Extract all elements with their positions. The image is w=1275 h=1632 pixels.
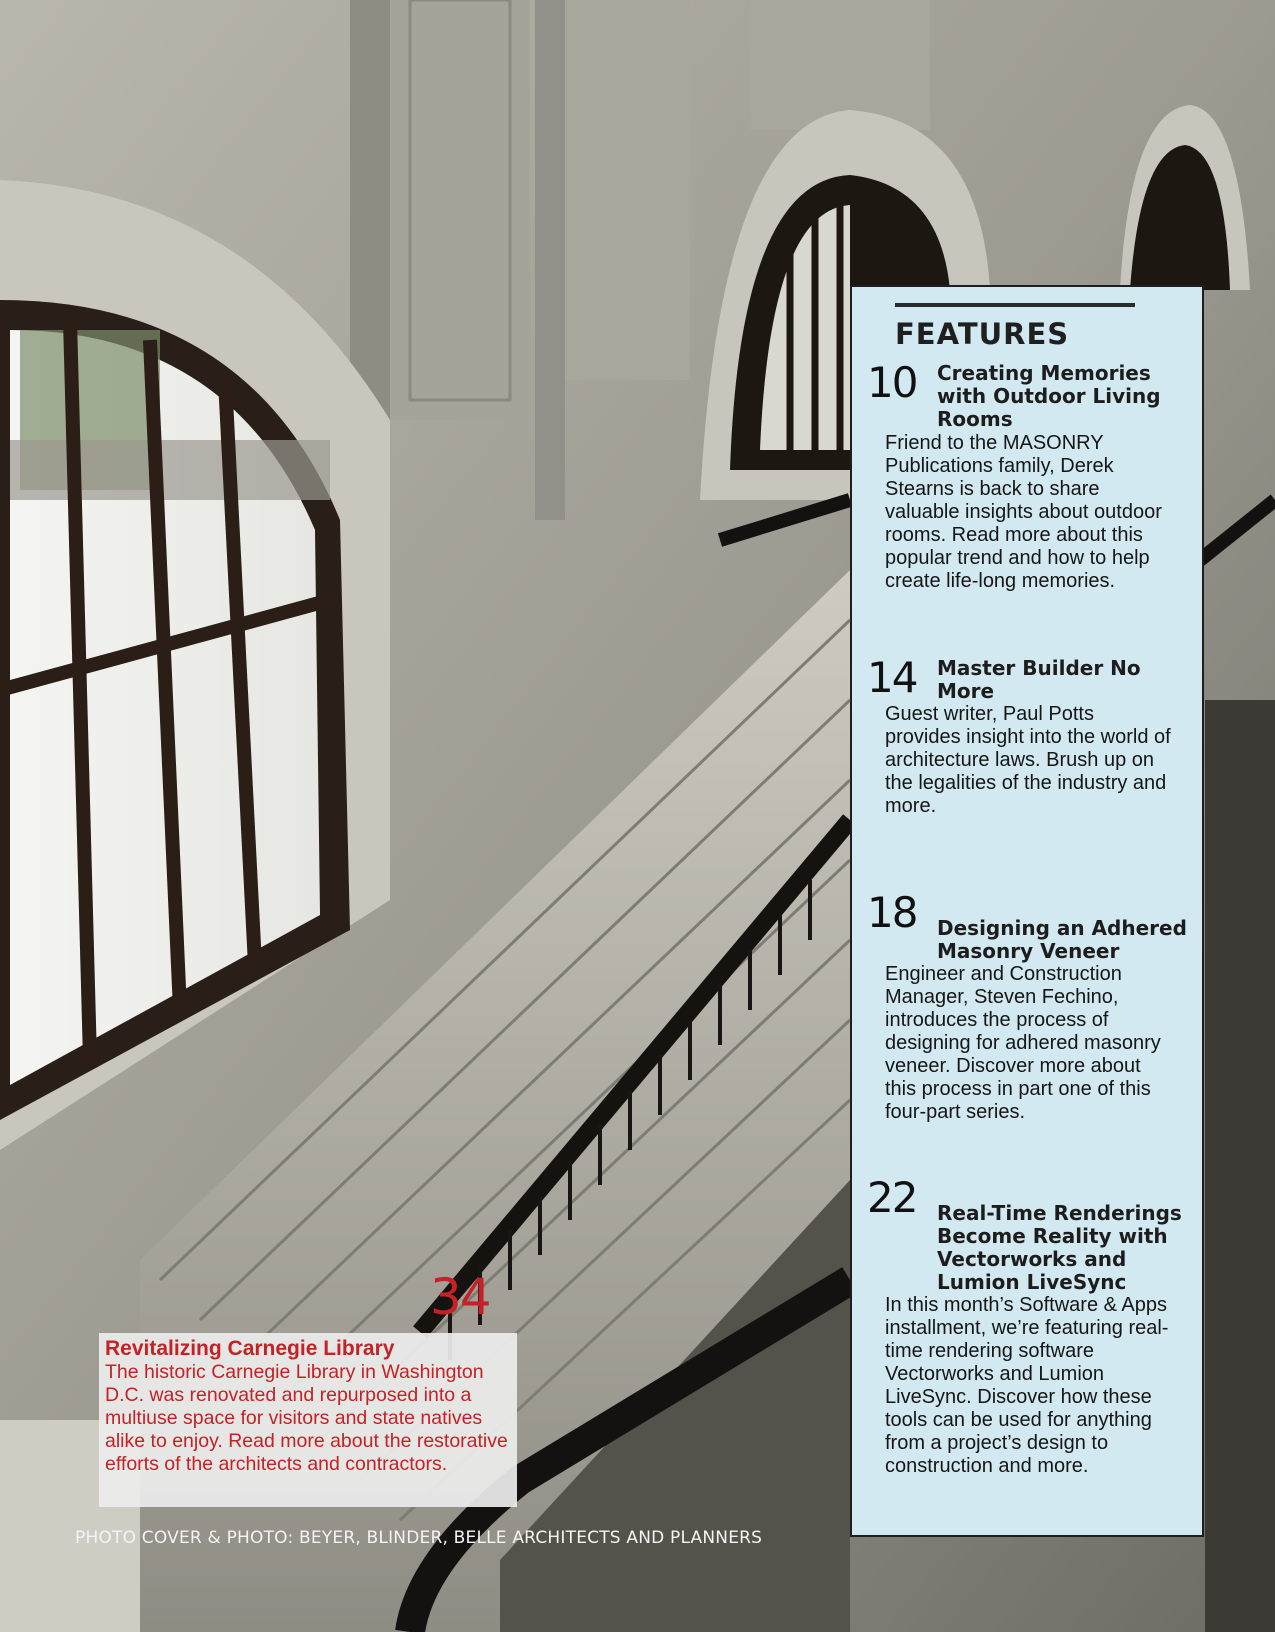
feature-description: In this month’s Software & Apps installment, we’re featuring real-time rendering software Vectorworks and Lumion LiveSync. Discover how these tools can be used for anything from a project’s design to construction and more.: [885, 1294, 1169, 1477]
feature-description: Guest writer, Paul Potts provides insight into the world of architecture laws. Brush up on the legalities of the industry and more.: [885, 703, 1171, 817]
feature-page-number: 18: [867, 888, 917, 937]
feature-description: Friend to the MASONRY Publications family, Derek Stearns is back to share valuable insights about outdoor rooms. Read more about this popular trend and how to help create life-long memories.: [885, 432, 1162, 592]
feature-title: Designing an Adhered Masonry Veneer: [937, 916, 1187, 963]
features-heading: FEATURES: [895, 317, 1070, 351]
feature-title: Creating Memories with Outdoor Living Rooms: [937, 361, 1161, 431]
photo-credit: PHOTO COVER & PHOTO: BEYER, BLINDER, BELLE ARCHITECTS AND PLANNERS: [75, 1528, 763, 1548]
feature-page-number: 14: [867, 653, 917, 702]
feature-title: Master Builder No More: [937, 656, 1141, 703]
feature-page-number: 10: [867, 358, 917, 407]
feature-description: Engineer and Construction Manager, Steven Fechino, introduces the process of designing for adhered masonry veneer. Discover more about this process in part one of this four-part series.: [885, 963, 1161, 1123]
cover-story-title: Revitalizing Carnegie Library: [105, 1337, 395, 1360]
feature-title: Real-Time Renderings Become Reality with Vectorworks and Lumion LiveSync: [937, 1201, 1182, 1294]
features-panel: [850, 285, 1204, 1537]
cover-story-box[interactable]: [99, 1333, 517, 1507]
cover-story-description: The historic Carnegie Library in Washington D.C. was renovated and repurposed into a multiuse space for visitors and state natives alike to enjoy. Read more about the restorative efforts of the architects and contractors.: [105, 1361, 508, 1475]
cover-story-page-number: 34: [430, 1268, 490, 1326]
feature-page-number: 22: [867, 1173, 917, 1222]
features-rule: [895, 303, 1135, 307]
